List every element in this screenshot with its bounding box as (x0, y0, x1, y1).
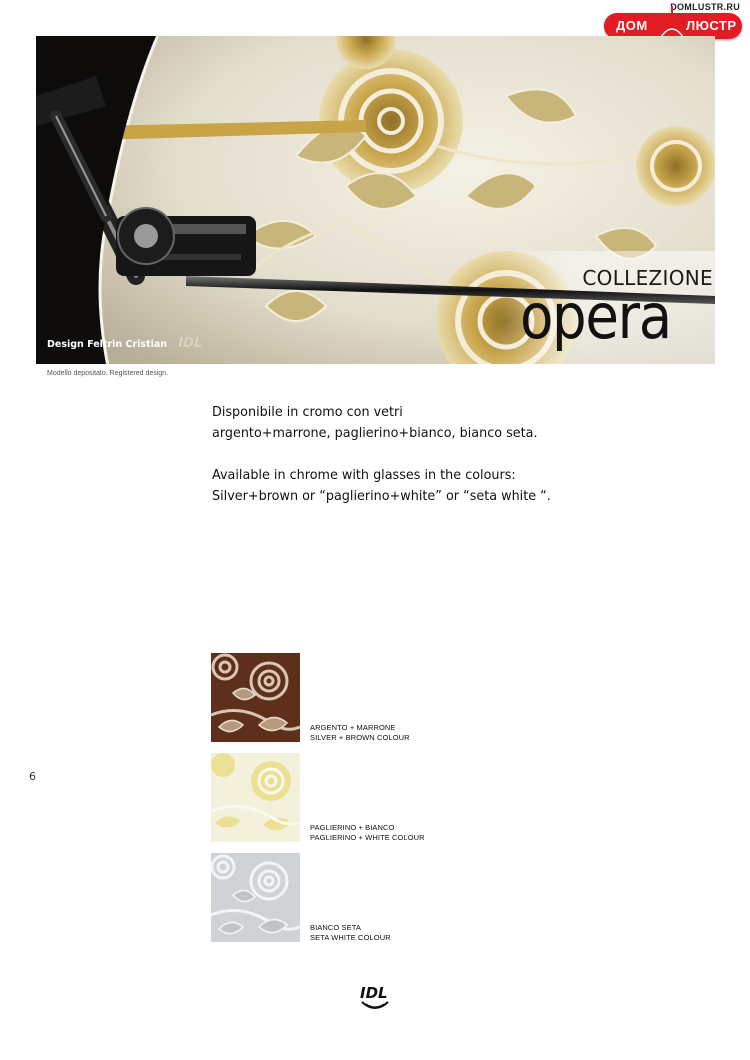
idl-logo-icon (358, 980, 392, 1014)
design-label: Design (47, 339, 84, 350)
footer-logo-text: IDL (360, 984, 388, 1002)
page-number: 6 (29, 770, 36, 783)
product-description (212, 402, 551, 528)
english-line-2: Silver+brown or “paglierino+white” or “seta white “. (212, 488, 551, 504)
swatch-name-english: PAGLIERINO + WHITE COLOUR (310, 833, 425, 842)
swatch-label-paglierino-white (310, 823, 425, 843)
swatch-name-english: SILVER + BROWN COLOUR (310, 733, 410, 742)
swatch-image (211, 753, 300, 842)
english-line-1: Available in chrome with glasses in the colours: (212, 467, 516, 483)
swatch-label-seta-white (310, 923, 391, 943)
swatch-image (211, 853, 300, 942)
swatch-name-italian: ARGENTO + MARRONE (310, 723, 396, 732)
swatch-seta-white (211, 853, 300, 942)
swatch-name-italian: BIANCO SETA (310, 923, 361, 932)
registered-note: Modello depositato. Registered design. (47, 370, 169, 377)
italian-description (212, 402, 551, 444)
collection-label: COLLEZIONE (582, 266, 713, 290)
swatch-image (211, 653, 300, 742)
collection-name: opera (520, 280, 671, 353)
engraved-brand: IDL (178, 336, 203, 351)
swatch-name-italian: PAGLIERINO + BIANCO (310, 823, 395, 832)
swatch-silver-brown (211, 653, 300, 742)
italian-line-1: Disponibile in cromo con vetri (212, 404, 403, 420)
swatch-name-english: SETA WHITE COLOUR (310, 933, 391, 942)
italian-line-2: argento+marrone, paglierino+bianco, bianco seta. (212, 425, 538, 441)
watermark-url: DOMLUSTR.RU (670, 2, 740, 12)
swatch-label-silver-brown (310, 723, 410, 743)
watermark-word-left: ДОМ (616, 18, 648, 33)
watermark-word-right: ЛЮСТР (686, 18, 737, 33)
english-description (212, 465, 551, 507)
designer-name: Feltrin Cristian (87, 339, 168, 350)
swatch-paglierino-white (211, 753, 300, 842)
design-credit (47, 336, 202, 351)
hero-photo (36, 36, 715, 364)
